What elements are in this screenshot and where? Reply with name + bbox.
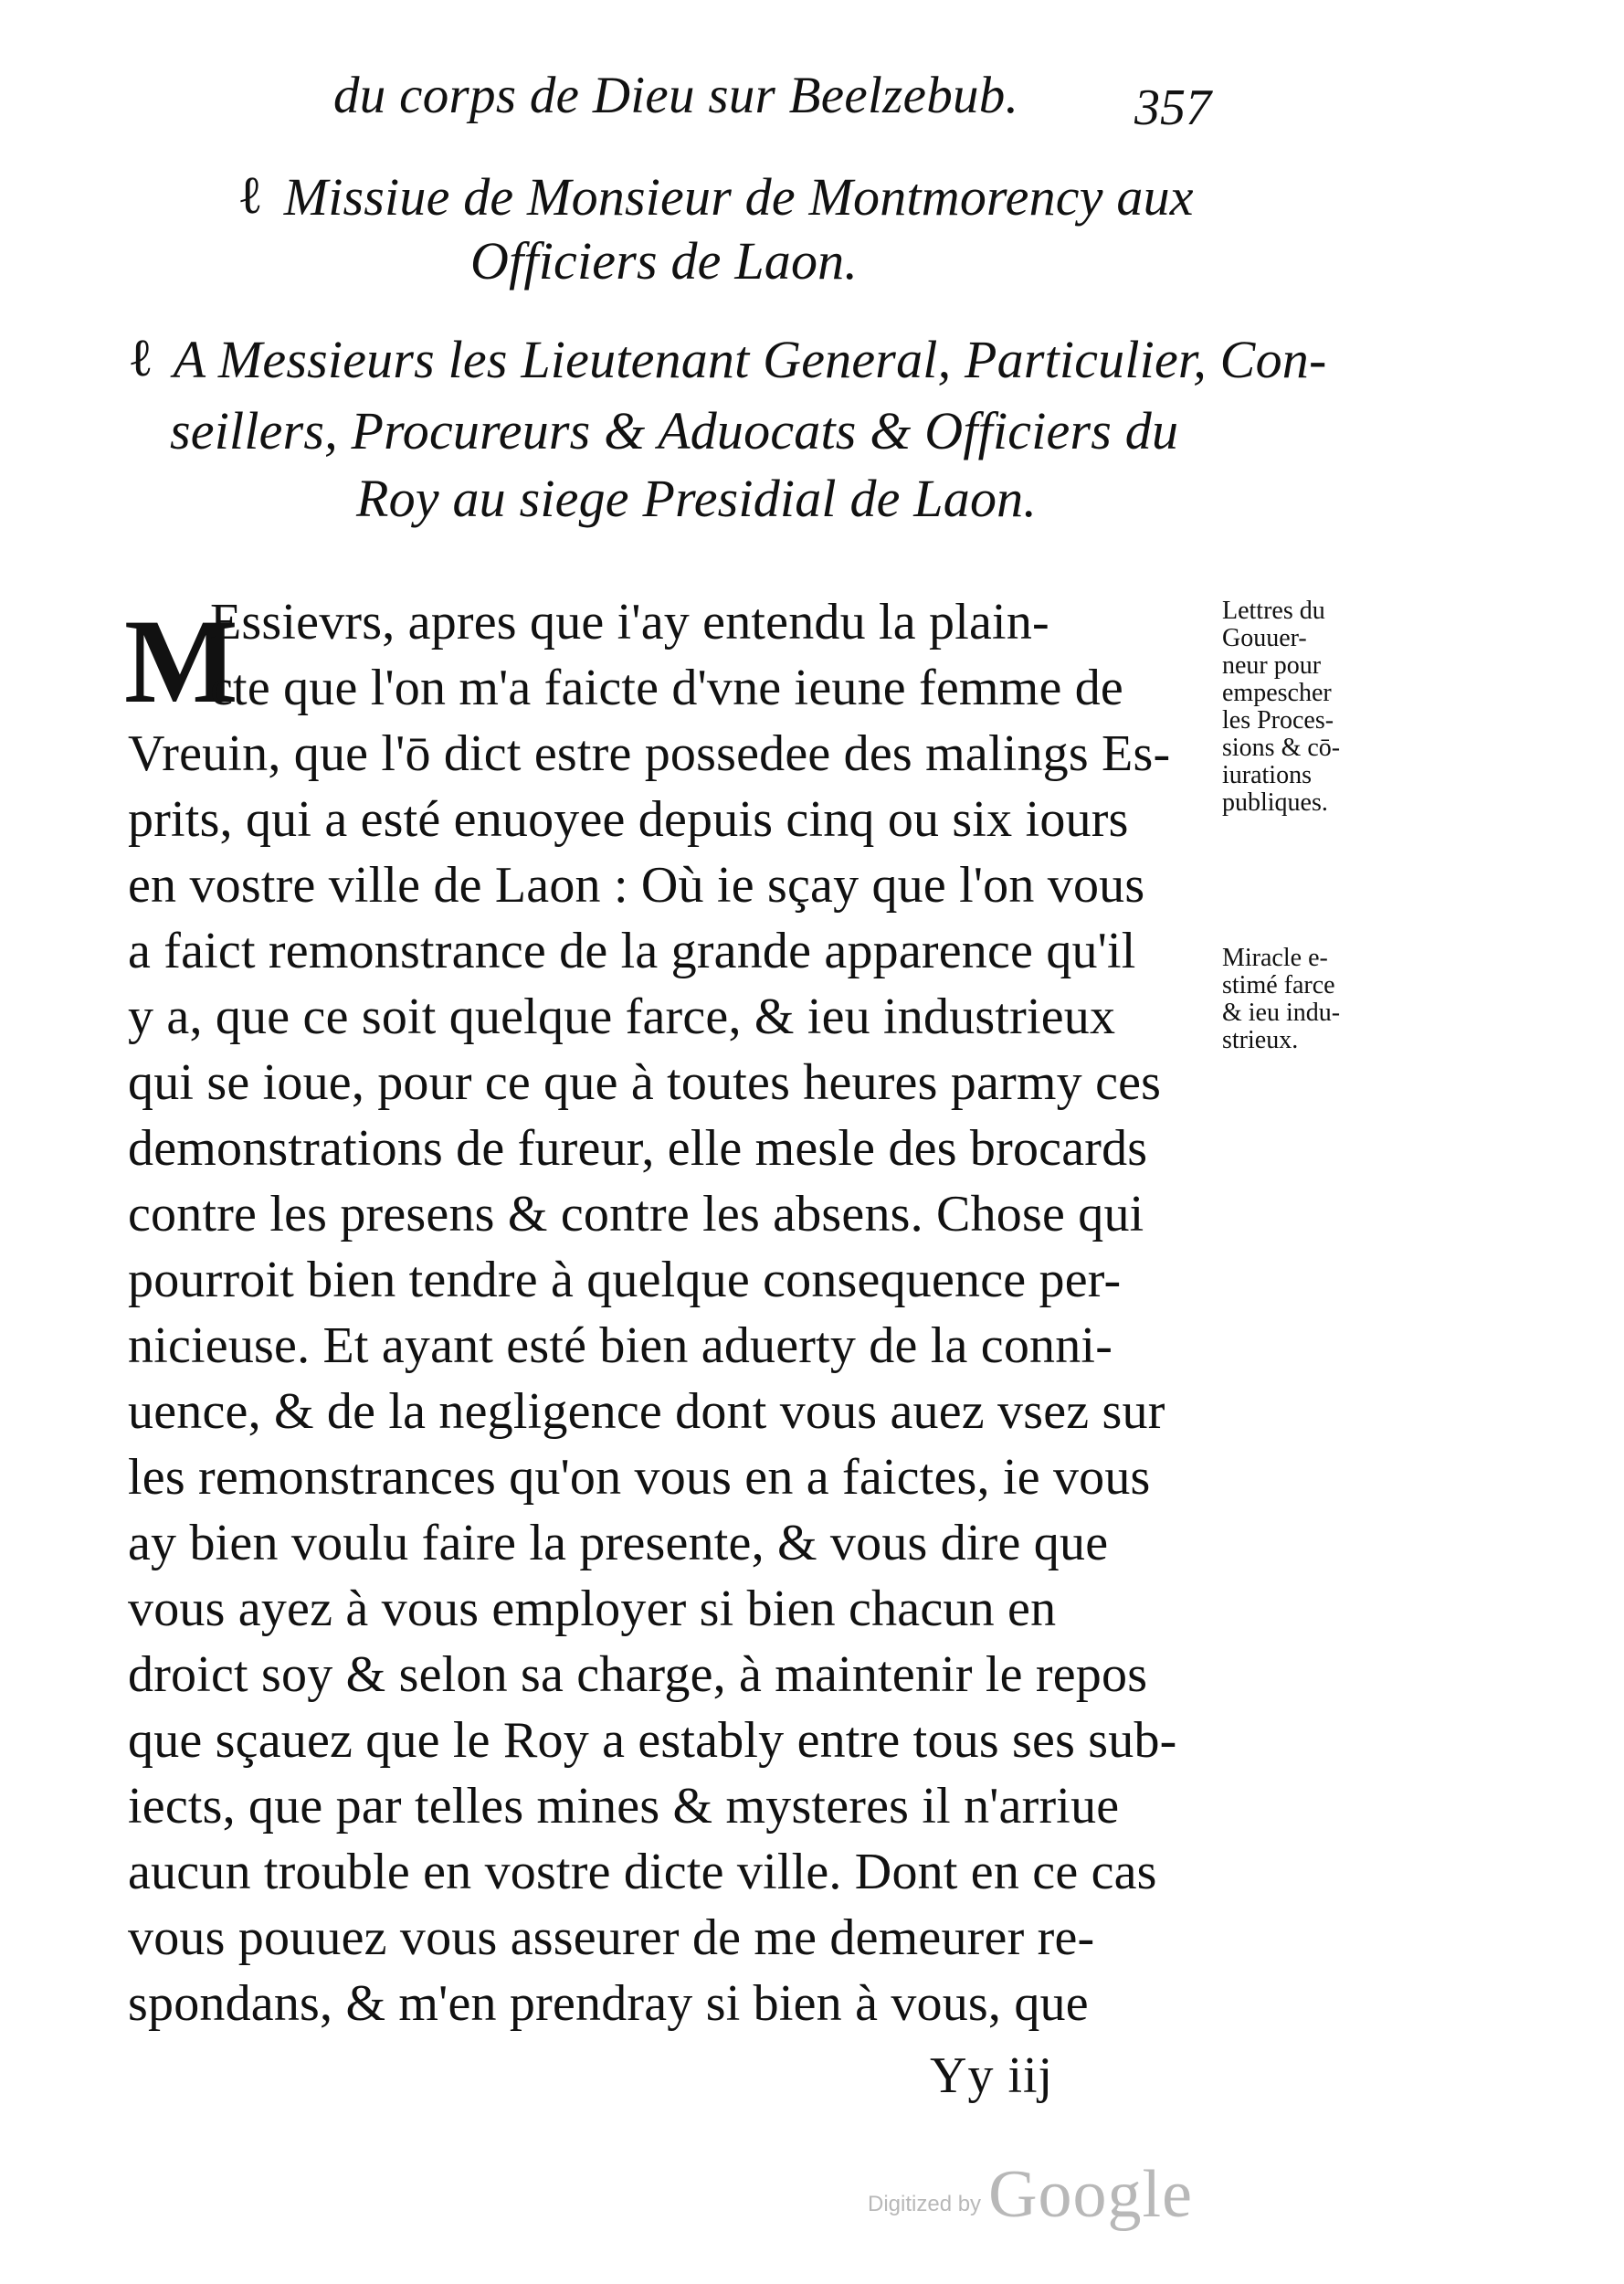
body-line-22: spondans, & m'en prendray si bien à vous, que [128,1975,1089,2032]
body-line-9: demonstrations de fureur, elle mesle des brocards [128,1120,1148,1177]
running-head: du corps de Dieu sur Beelzebub. [333,67,1019,124]
body-line-1: Essievrs, apres que i'ay entendu la plain- [210,594,1049,650]
digitized-label: Digitized by [868,2192,982,2216]
body-line-20: aucun trouble en vostre dicte ville. Dont en ce cas [128,1844,1157,1900]
title-text-1: Missiue de Monsieur de Montmorency aux [283,167,1194,227]
body-line-18: que sçauez que le Roy a estably entre tous ses sub- [128,1712,1177,1769]
body-line-6: a faict remonstrance de la grande apparence qu'il [128,923,1136,979]
body-line-16: vous ayez à vous employer si bien chacun en [128,1581,1057,1637]
body-line-13: uence, & de la negligence dont vous auez vsez sur [128,1383,1165,1440]
signature-mark: Yy iij [930,2047,1054,2104]
margin-note-2-line-4: strieux. [1222,1026,1299,1054]
body-line-7: y a, que ce soit quelque farce, & ieu industrieux [128,989,1116,1045]
title-line-2: Officiers de Laon. [470,231,859,291]
body-line-8: qui se ioue, pour ce que à toutes heures parmy ces [128,1054,1162,1111]
margin-note-1-line-2: Gouuer- [1222,624,1307,652]
ornament-icon: ℓ [237,165,263,225]
margin-note-1-line-8: publiques. [1222,788,1328,817]
ornament-icon: ℓ [128,328,153,387]
body-line-11: pourroit bien tendre à quelque consequence per- [128,1252,1122,1308]
digitized-by-footer [868,2157,1193,2232]
margin-note-1-line-1: Lettres du [1222,597,1325,625]
body-line-2: cte que l'on m'a faicte d'vne ieune femme de [210,660,1123,716]
margin-note-1-line-6: sions & cō- [1222,734,1341,762]
drop-cap: M [124,594,238,728]
body-line-3: Vreuin, que l'ō dict estre possedee des malings Es- [128,725,1171,782]
margin-note-1 [1222,597,1340,817]
body-line-4: prits, qui a esté enuoyee depuis cinq ou six iours [128,791,1129,848]
margin-note-1-line-5: les Proces- [1222,706,1334,735]
body-line-15: ay bien voulu faire la presente, & vous dire que [128,1515,1109,1571]
margin-note-2-line-2: stimé farce [1222,971,1335,999]
body-line-14: les remonstrances qu'on vous en a faictes, ie vous [128,1449,1151,1506]
body-line-12: nicieuse. Et ayant esté bien aduerty de la conni- [128,1317,1113,1374]
address-line-1 [128,329,1326,390]
margin-note-1-line-3: neur pour [1222,651,1322,680]
address-line-3: Roy au siege Presidial de Laon. [356,469,1038,528]
margin-note-2 [1222,945,1340,1054]
body-line-17: droict soy & selon sa charge, à maintenir le repos [128,1646,1148,1703]
margin-note-2-line-3: & ieu indu- [1222,999,1341,1027]
google-brand: Google [988,2157,1193,2232]
margin-note-1-line-7: iurations [1222,761,1312,789]
address-line-2: seillers, Procureurs & Aduocats & Officiers du [170,401,1179,460]
page-number: 357 [1134,79,1211,136]
margin-note-2-line-1: Miracle e- [1222,944,1328,972]
margin-note-1-line-4: empescher [1222,679,1332,707]
body-line-21: vous pouuez vous asseurer de me demeurer re- [128,1909,1095,1966]
body-line-5: en vostre ville de Laon : Où ie sçay que l'on vous [128,857,1145,914]
title-line-1 [237,166,1194,227]
address-text-1: A Messieurs les Lieutenant General, Particulier, Con- [173,330,1327,389]
body-line-10: contre les presens & contre les absens. Chose qui [128,1186,1144,1242]
body-line-19: iects, que par telles mines & mysteres il n'arriue [128,1778,1120,1835]
